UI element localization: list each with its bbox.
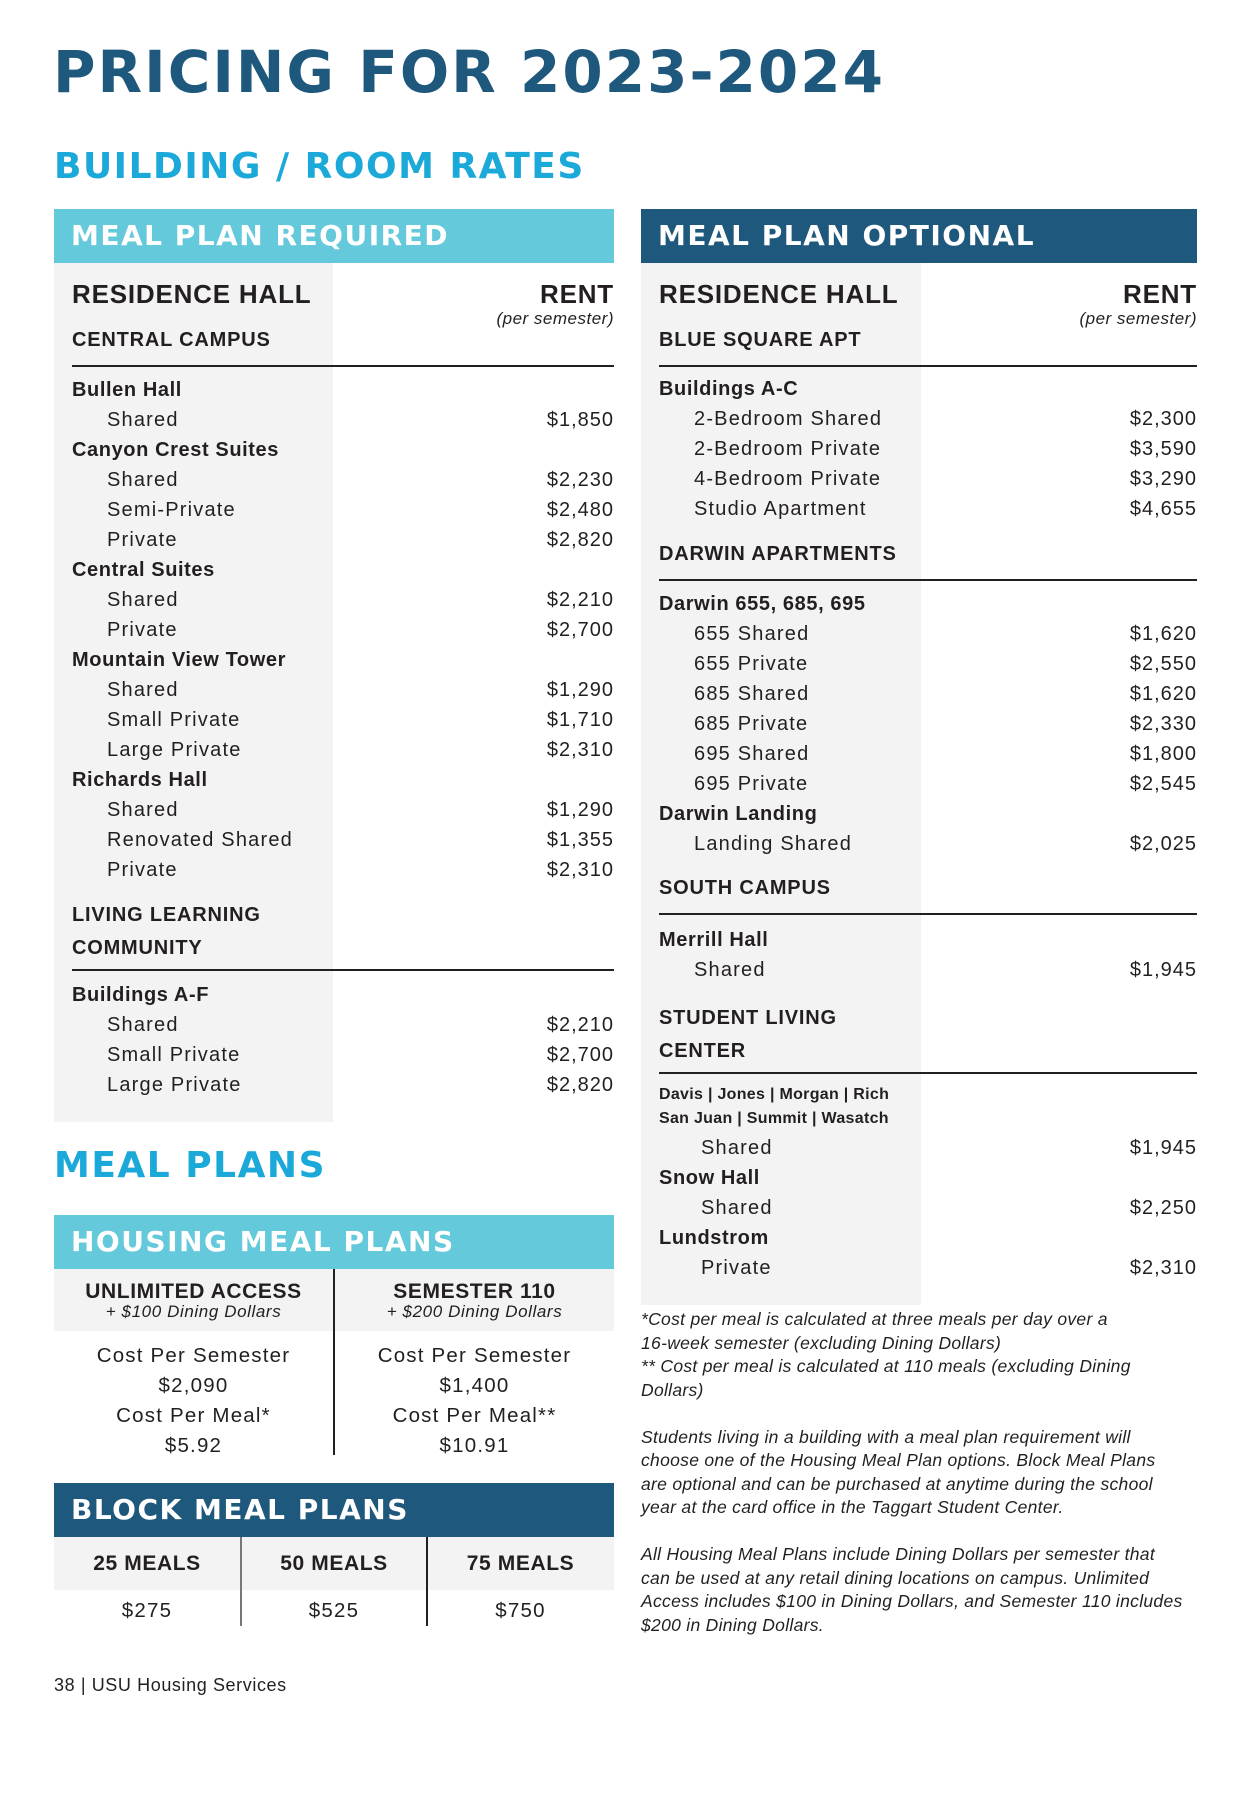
- room-price: $2,250: [1129, 1197, 1197, 1219]
- room-price: $1,945: [1129, 1137, 1197, 1159]
- building-name: Mountain View Tower: [72, 649, 287, 671]
- room-row: [659, 494, 1197, 524]
- building-row: [659, 1223, 1197, 1253]
- room-type: Shared: [107, 1014, 179, 1036]
- plan-unlimited-access: [54, 1269, 333, 1461]
- page-footer: 38 | USU Housing Services: [54, 1675, 287, 1695]
- divider: [72, 969, 614, 971]
- room-row: [72, 1040, 614, 1070]
- cost-meal-label: Cost Per Meal**: [392, 1404, 557, 1427]
- room-type: 685 Shared: [694, 683, 810, 705]
- rent-subheader: (per semester): [1079, 309, 1197, 328]
- room-type: 695 Private: [694, 773, 809, 795]
- block-plan-name: 75 MEALS: [466, 1552, 575, 1575]
- room-row: [659, 679, 1197, 709]
- room-row: [72, 675, 614, 705]
- building-name: Darwin Landing: [659, 803, 818, 825]
- section-heading-meal-plans: MEAL PLANS: [54, 1145, 326, 1186]
- block-plan-25: [54, 1537, 240, 1626]
- room-type: Landing Shared: [694, 833, 853, 855]
- room-price: $2,300: [1129, 408, 1197, 430]
- campus-heading: CENTER: [659, 1040, 747, 1062]
- room-row: [659, 1253, 1197, 1283]
- room-price: $2,310: [1129, 1257, 1197, 1279]
- footnote-line: ** Cost per meal is calculated at 110 meals (excluding Dining: [641, 1356, 1131, 1376]
- cost-meal-label: Cost Per Meal*: [116, 1404, 271, 1427]
- room-type: 685 Private: [694, 713, 809, 735]
- building-row: [659, 925, 1197, 955]
- room-row: [72, 795, 614, 825]
- room-type: 655 Shared: [694, 623, 810, 645]
- rent-header: RENT: [540, 279, 614, 309]
- housing-meal-plans-table: [54, 1269, 614, 1459]
- block-meal-plans-header: BLOCK MEAL PLANS: [54, 1483, 614, 1537]
- room-price: $2,820: [546, 529, 614, 551]
- block-plan-50: [241, 1537, 427, 1626]
- room-row: [72, 495, 614, 525]
- room-type: Shared: [107, 799, 179, 821]
- block-plan-name: 50 MEALS: [280, 1552, 388, 1575]
- meal-plan-required-header: MEAL PLAN REQUIRED: [54, 209, 614, 263]
- room-type: Small Private: [107, 709, 241, 731]
- block-plan-75: [427, 1537, 614, 1626]
- room-row: [72, 1070, 614, 1100]
- divider: [659, 365, 1197, 367]
- room-row: [659, 434, 1197, 464]
- building-row: [659, 1107, 1197, 1131]
- meal-plan-requirement-note: Students living in a building with a meal plan requirement will choose one of the Housing Meal Plan options. Block Meal Plans are optional and can be purchased at anytime during the school year at the card office in the Taggart Student Center.: [641, 1426, 1156, 1517]
- room-type: 2-Bedroom Shared: [694, 408, 883, 430]
- housing-meal-plans-header: HOUSING MEAL PLANS: [54, 1215, 614, 1269]
- room-type: Shared: [701, 1197, 773, 1219]
- campus-heading: CENTRAL CAMPUS: [72, 329, 271, 351]
- room-price: $1,800: [1129, 743, 1197, 765]
- room-type: Shared: [107, 469, 179, 491]
- room-price: $1,620: [1129, 623, 1197, 645]
- divider: [659, 913, 1197, 915]
- campus-heading: SOUTH CAMPUS: [659, 877, 831, 899]
- block-plan-price: $275: [121, 1599, 173, 1622]
- footnotes: [641, 1308, 1201, 1661]
- section-heading-room-rates: BUILDING / ROOM RATES: [54, 146, 585, 187]
- divider: [72, 365, 614, 367]
- room-price: $2,310: [546, 859, 614, 881]
- room-row: [72, 735, 614, 765]
- dining-dollars-note: All Housing Meal Plans include Dining Dollars per semester that can be used at any retail dining locations on campus. Unlimited Access includes $100 in Dining Dollars, and Semester 110 includes $200 in Dining Dollars.: [641, 1544, 1183, 1635]
- room-row: [72, 855, 614, 885]
- room-row: [659, 769, 1197, 799]
- building-name: San Juan | Summit | Wasatch: [659, 1110, 889, 1127]
- building-row: [72, 375, 614, 405]
- building-name: Richards Hall: [72, 769, 208, 791]
- meal-plan-optional-header: MEAL PLAN OPTIONAL: [641, 209, 1197, 263]
- room-type: Shared: [701, 1137, 773, 1159]
- building-name: Buildings A-F: [72, 984, 210, 1006]
- room-row: [72, 465, 614, 495]
- building-name: Lundstrom: [659, 1227, 769, 1249]
- building-name: Davis | Jones | Morgan | Rich: [659, 1086, 890, 1103]
- building-name: Darwin 655, 685, 695: [659, 593, 866, 615]
- room-price: $2,230: [546, 469, 614, 491]
- room-type: 695 Shared: [694, 743, 810, 765]
- room-price: $1,710: [546, 709, 614, 731]
- building-name: Bullen Hall: [72, 379, 182, 401]
- room-type: 2-Bedroom Private: [694, 438, 882, 460]
- room-type: 4-Bedroom Private: [694, 468, 882, 490]
- room-row: [659, 955, 1197, 985]
- footnote-line: Dollars): [641, 1379, 704, 1400]
- residence-hall-header: RESIDENCE HALL: [72, 279, 312, 309]
- building-row: [659, 374, 1197, 404]
- room-type: Semi-Private: [107, 499, 236, 521]
- room-type: Private: [107, 859, 178, 881]
- building-name: Buildings A-C: [659, 378, 799, 400]
- residence-hall-header: RESIDENCE HALL: [659, 279, 899, 309]
- building-row: [659, 1163, 1197, 1193]
- plan-dining-dollars: + $100 Dining Dollars: [105, 1302, 282, 1321]
- room-price: $2,700: [546, 1044, 614, 1066]
- room-price: $2,480: [546, 499, 614, 521]
- building-row: [72, 555, 614, 585]
- room-type: Large Private: [107, 1074, 242, 1096]
- campus-heading: LIVING LEARNING: [72, 904, 261, 926]
- block-plan-price: $525: [308, 1599, 360, 1622]
- block-plan-name: 25 MEALS: [93, 1552, 201, 1575]
- room-price: $2,700: [546, 619, 614, 641]
- plan-name: SEMESTER 110: [393, 1280, 556, 1303]
- room-type: Private: [701, 1257, 772, 1279]
- room-price: $1,355: [546, 829, 614, 851]
- room-price: $2,820: [546, 1074, 614, 1096]
- cost-semester-value: $2,090: [158, 1374, 229, 1397]
- cost-semester-value: $1,400: [439, 1374, 510, 1397]
- room-row: [72, 705, 614, 735]
- cost-meal-value: $10.91: [439, 1434, 510, 1457]
- building-row: [659, 1083, 1197, 1107]
- divider: [659, 579, 1197, 581]
- room-type: Studio Apartment: [694, 498, 867, 520]
- room-row: [72, 615, 614, 645]
- room-type: Small Private: [107, 1044, 241, 1066]
- footnote-line: *Cost per meal is calculated at three meals per day over a: [641, 1309, 1108, 1329]
- room-price: $1,620: [1129, 683, 1197, 705]
- room-type: 655 Private: [694, 653, 809, 675]
- campus-heading: STUDENT LIVING: [659, 1007, 837, 1029]
- building-name: Merrill Hall: [659, 929, 769, 951]
- cost-meal-value: $5.92: [164, 1434, 223, 1457]
- rent-header: RENT: [1123, 279, 1197, 309]
- room-price: $2,210: [546, 1014, 614, 1036]
- campus-heading: COMMUNITY: [72, 937, 203, 959]
- room-row: [659, 829, 1197, 859]
- block-meal-plans-table: [54, 1537, 614, 1637]
- room-row: [72, 1010, 614, 1040]
- room-price: $1,945: [1129, 959, 1197, 981]
- building-name: Snow Hall: [659, 1167, 760, 1189]
- room-type: Private: [107, 619, 178, 641]
- room-row: [659, 464, 1197, 494]
- room-row: [659, 709, 1197, 739]
- campus-heading: BLUE SQUARE APT: [659, 329, 862, 351]
- building-row: [72, 765, 614, 795]
- plan-semester-110: [335, 1269, 614, 1461]
- rent-subheader: (per semester): [496, 309, 614, 328]
- building-row: [659, 799, 1197, 829]
- room-price: $4,655: [1129, 498, 1197, 520]
- room-price: $2,310: [546, 739, 614, 761]
- room-row: [659, 619, 1197, 649]
- room-price: $2,025: [1129, 833, 1197, 855]
- room-row: [72, 525, 614, 555]
- plan-dining-dollars: + $200 Dining Dollars: [386, 1302, 563, 1321]
- room-row: [72, 405, 614, 435]
- plan-name: UNLIMITED ACCESS: [85, 1280, 302, 1303]
- block-plan-price: $750: [495, 1599, 546, 1622]
- room-type: Shared: [107, 589, 179, 611]
- room-type: Large Private: [107, 739, 242, 761]
- room-type: Shared: [107, 409, 179, 431]
- cost-semester-label: Cost Per Semester: [377, 1344, 572, 1367]
- room-type: Renovated Shared: [107, 829, 293, 851]
- building-row: [72, 645, 614, 675]
- page-title: PRICING FOR 2023-2024: [53, 38, 885, 106]
- room-price: $1,850: [546, 409, 614, 431]
- cost-semester-label: Cost Per Semester: [96, 1344, 291, 1367]
- room-type: Shared: [694, 959, 766, 981]
- room-price: $2,210: [546, 589, 614, 611]
- room-price: $1,290: [546, 679, 614, 701]
- room-row: [659, 739, 1197, 769]
- room-row: [72, 585, 614, 615]
- room-price: $2,550: [1129, 653, 1197, 675]
- divider: [659, 1072, 1197, 1074]
- room-row: [659, 404, 1197, 434]
- building-name: Canyon Crest Suites: [72, 439, 280, 461]
- footnote-line: 16-week semester (excluding Dining Dollars): [641, 1332, 1002, 1353]
- meal-plan-required-table: [54, 263, 614, 1123]
- room-price: $1,290: [546, 799, 614, 821]
- building-row: [72, 435, 614, 465]
- meal-plan-optional-table: [641, 263, 1197, 1306]
- building-row: [72, 980, 614, 1010]
- room-price: $3,290: [1129, 468, 1197, 490]
- room-row: [659, 1193, 1197, 1223]
- room-price: $3,590: [1129, 438, 1197, 460]
- campus-heading: DARWIN APARTMENTS: [659, 543, 897, 565]
- building-row: [659, 589, 1197, 619]
- room-price: $2,330: [1129, 713, 1197, 735]
- building-name: Central Suites: [72, 559, 215, 581]
- room-type: Shared: [107, 679, 179, 701]
- room-type: Private: [107, 529, 178, 551]
- room-row: [72, 825, 614, 855]
- room-row: [659, 1133, 1197, 1163]
- room-price: $2,545: [1129, 773, 1197, 795]
- room-row: [659, 649, 1197, 679]
